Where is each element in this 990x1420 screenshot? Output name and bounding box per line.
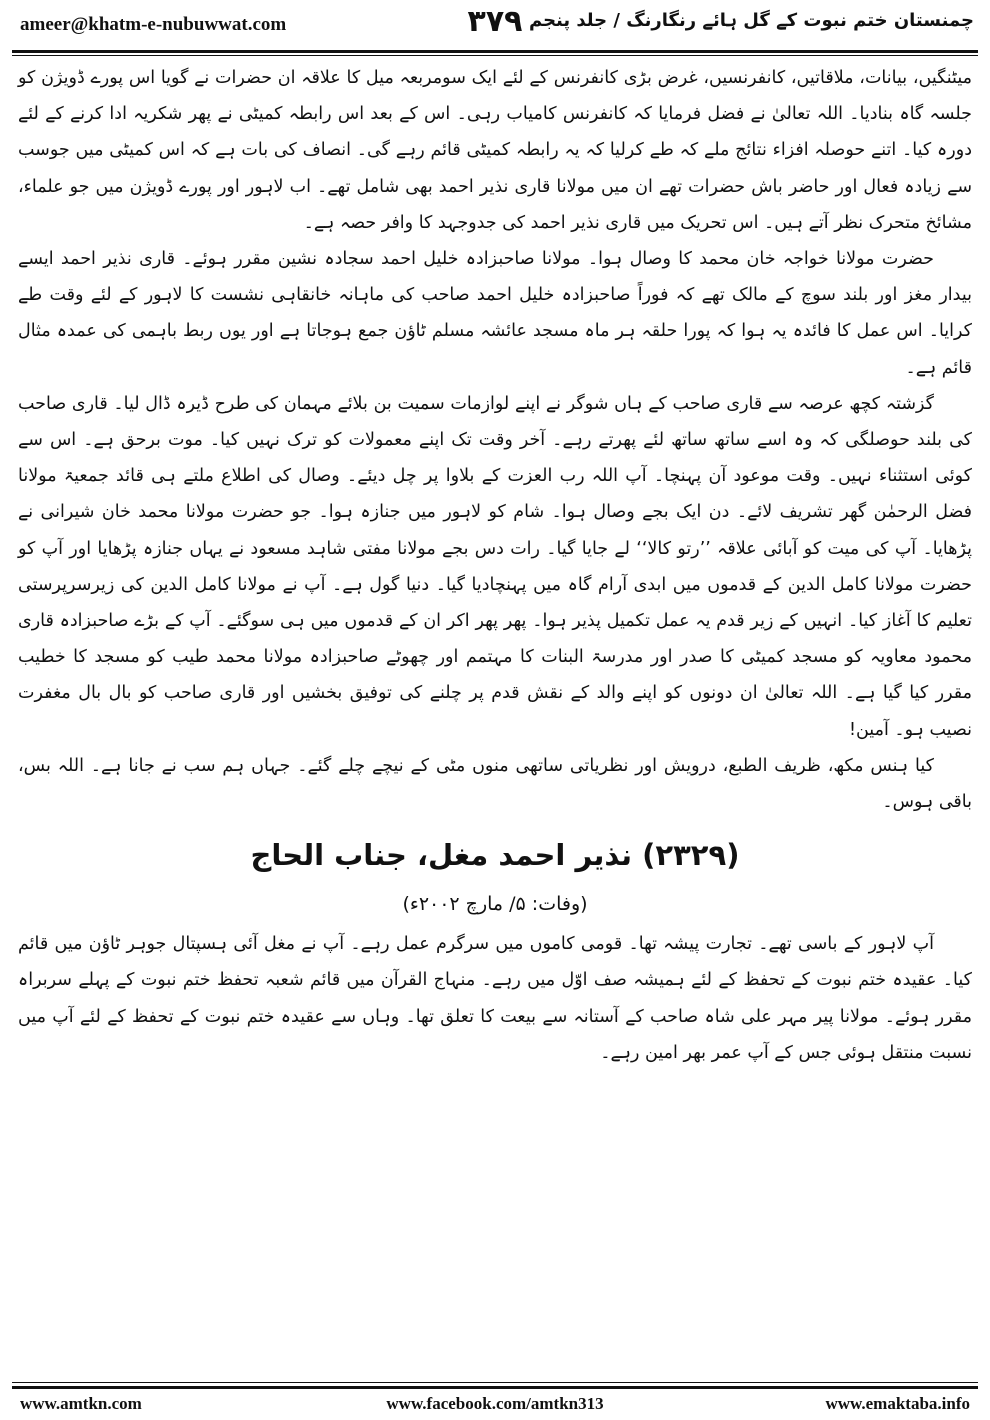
footer-rule <box>12 1386 978 1389</box>
body-paragraph: گزشتہ کچھ عرصہ سے قاری صاحب کے ہاں شوگر نے اپنے لوازمات سمیت بن بلائے مہمان کی طرح ڈیرہ ڈال لیا۔ قاری صاحب کی بلند حوصلگی کہ وہ اسے ساتھ ساتھ لئے پھرتے رہے۔ آخر وقت تک اپنے معمولات کو ترک نہیں کیا۔ موت برحق ہے۔ اس سے کوئی استثناء نہیں۔ وقت موعود آن پہنچا۔ آپ اللہ رب العزت کے بلاوا پر چل دیئے۔ وصال کی اطلاع ملتے ہی قائد جمعیۃ مولانا فضل الرحمٰن گھر تشریف لائے۔ دن ایک بجے وصال ہوا۔ شام کو لاہور میں جنازہ ہوا۔ جو حضرت مولانا محمد خان شیرانی نے پڑھایا۔ آپ کی میت کو آبائی علاقہ ’’رتو کالا‘‘ لے جایا گیا۔ رات دس بجے مولانا مفتی شاہد مسعود نے یہاں جنازہ پڑھایا اور آپ کو حضرت مولانا کامل الدین کے قدموں میں ابدی آرام گاہ میں پہنچادیا گیا۔ دنیا گول ہے۔ آپ نے مولانا کامل الدین کی زیرسرپرستی تعلیم کا آغاز کیا۔ انہیں کے زیر قدم یہ عمل تکمیل پذیر ہوا۔ پھر پھر اکر ان کے قدموں میں ہی سوگئے۔ آپ کے بڑے صاحبزادہ قاری محمود معاویہ کو مسجد کمیٹی کا صدر اور مدرسۃ البنات کا مہتمم اور چھوٹے صاحبزادہ مولانا محمد طیب کو مسجد کا خطیب مقرر کیا گیا ہے۔ اللہ تعالیٰ ان دونوں کو اپنے والد کے نقش قدم پر چلنے کی توفیق بخشیں اور قاری صاحب کو بال بال مغفرت نصیب ہو۔ آمین! <box>18 393 972 740</box>
footer-rule-thin <box>12 1382 978 1383</box>
section-number: (۲۳۲۹) <box>642 838 740 873</box>
section-paragraph: آپ لاہور کے باسی تھے۔ تجارت پیشہ تھا۔ قومی کاموں میں سرگرم عمل رہے۔ آپ نے مغل آئی ہسپتال جوہر ٹاؤن میں قائم کیا۔ عقیدہ ختم نبوت کے تحفظ کے لئے ہمیشہ صف اوّل میں رہے۔ منہاج القرآن میں قائم شعبہ تحفظ ختم نبوت کے پہلے سربراہ مقرر ہوئے۔ مولانا پیر مہر علی شاہ صاحب کے آستانہ سے بیعت کا تعلق تھا۔ وہاں سے عقیدہ ختم نبوت کے تحفظ کے لئے آپ میں نسبت منتقل ہوئی جس کے آپ عمر بھر امین رہے۔ <box>18 934 972 1063</box>
book-title: چمنستان ختم نبوت کے گل ہائے رنگارنگ / جلد پنجم <box>528 10 974 31</box>
body-paragraph: حضرت مولانا خواجہ خان محمد کا وصال ہوا۔ مولانا صاحبزادہ خلیل احمد سجادہ نشین مقرر ہوئے۔ قاری نذیر احمد ایسے بیدار مغز اور بلند سوچ کے مالک تھے کہ فوراً صاحبزادہ خلیل احمد صاحب کی ماہانہ خانقاہی نشست کا لاہور کے لئے وقت طے کرایا۔ اس عمل کا فائدہ یہ ہوا کہ پورا حلقہ ہر ماہ مسجد عائشہ مسلم ٹاؤن جمع ہوجاتا ہے اور یوں ربط باہمی کی عمدہ مثال قائم ہے۔ <box>18 249 972 378</box>
section-heading <box>18 826 972 884</box>
footer-link-amtkn[interactable]: www.amtkn.com <box>20 1394 142 1413</box>
header-email[interactable]: ameer@khatm-e-nubuwwat.com <box>20 14 287 35</box>
header-rule-thin <box>12 55 978 56</box>
death-date: (وفات: ۵/ مارچ ۲۰۰۲ء) <box>402 893 588 916</box>
body-paragraph: کیا ہنس مکھ، ظریف الطبع، درویش اور نظریاتی ساتھی منوں مٹی کے نیچے چلے گئے۔ جہاں ہم سب نے جانا ہے۔ اللہ بس، باقی ہوس۔ <box>18 755 972 813</box>
header-rule <box>12 50 978 53</box>
footer-link-facebook[interactable]: www.facebook.com/amtkn313 <box>386 1394 604 1413</box>
page-body <box>18 60 972 1378</box>
footer-link-emaktaba[interactable]: www.emaktaba.info <box>825 1394 970 1413</box>
section-title: نذیر احمد مغل، جناب الحاج <box>250 838 633 873</box>
page-number: ۳۷۹ <box>467 4 523 39</box>
page-footer <box>0 1390 990 1420</box>
body-paragraph: میٹنگیں، بیانات، ملاقاتیں، کانفرنسیں، غرض بڑی کانفرنس کے لئے ایک سومربعہ میل کا علاقہ ان حضرات نے گویا اس پورے ڈویژن کو جلسہ گاہ بنادیا۔ اللہ تعالیٰ نے فضل فرمایا کہ کانفرنس کامیاب رہی۔ اس کے بعد اس رابطہ کمیٹی نے پھر شکریہ ادا کرنے کے لئے دورہ کیا۔ اتنے حوصلہ افزاء نتائج ملے کہ طے کرلیا کہ یہ رابطہ کمیٹی قائم رہے گی۔ انصاف کی بات ہے کہ اس کمیٹی میں جوسب سے زیادہ فعال اور حاضر باش حضرات تھے ان میں مولانا قاری نذیر احمد بھی شامل تھے۔ اب لاہور اور پورے ڈویژن میں جو علماء، مشائخ متحرک نظر آتے ہیں۔ اس تحریک میں قاری نذیر احمد کی جدوجہد کا وافر حصہ ہے۔ <box>18 68 972 233</box>
page-header <box>0 0 990 52</box>
